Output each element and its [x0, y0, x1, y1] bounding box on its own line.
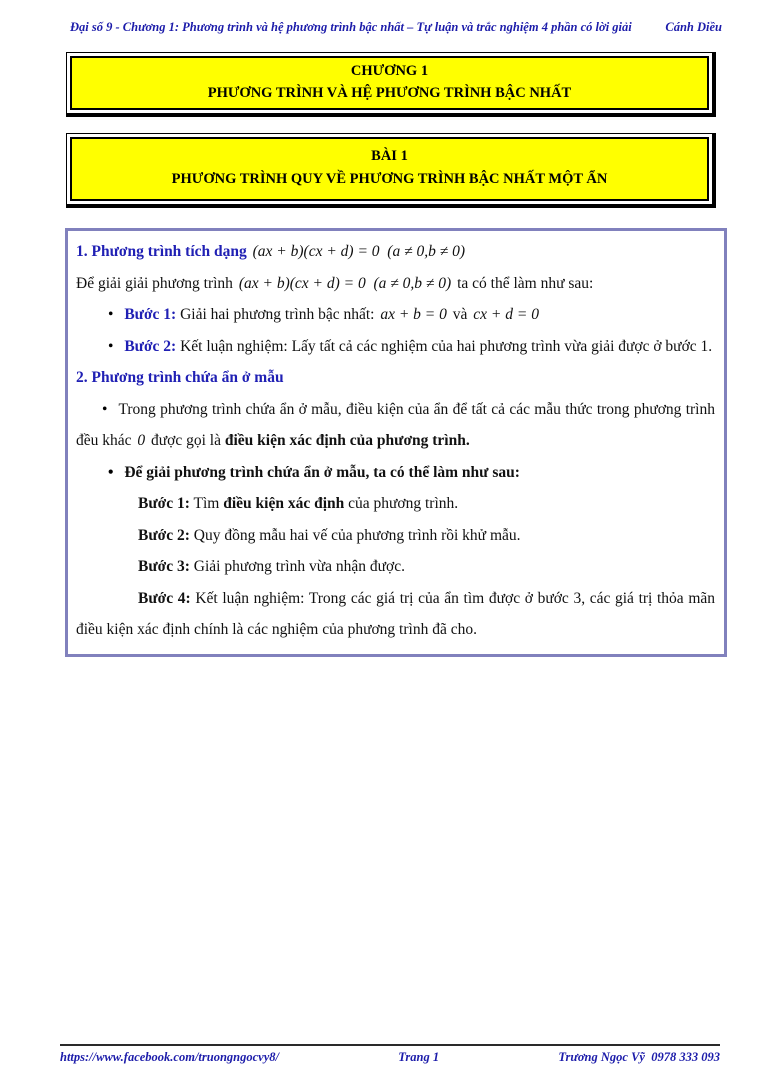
section2-note-mid: được gọi là	[151, 432, 221, 449]
page-footer	[60, 1044, 720, 1065]
chapter-title-box	[66, 52, 716, 117]
section1-step1-label: Bước 1:	[124, 306, 177, 323]
section2-step4-label: Bước 4:	[138, 589, 191, 607]
section2-step4	[76, 583, 715, 646]
section1-step2-text: Kết luận nghiệm: Lấy tất cả các nghiệm của hai phương trình vừa giải được ở bước 1.	[180, 337, 713, 355]
bullet-icon: •	[108, 306, 114, 323]
section2-step2	[76, 520, 715, 552]
section1-step1-conjunction: và	[452, 306, 468, 323]
lesson-title-inner	[70, 137, 709, 201]
section2-step4-text: Kết luận nghiệm: Trong các giá trị của ẩn tìm được ở bước 3, các giá trị thỏa mãn điều kiện xác định chính là các nghiệm của phương trình đã cho.	[76, 589, 716, 638]
section1-heading-formula: (ax + b)(cx + d) = 0 (a ≠ 0,b ≠ 0)	[252, 243, 466, 260]
chapter-number: CHƯƠNG 1	[350, 63, 429, 79]
section1-step2	[76, 331, 715, 363]
section1-intro	[76, 268, 715, 300]
lesson-title-box	[66, 133, 716, 208]
section2-definition-note	[76, 394, 715, 457]
bullet-icon: •	[108, 463, 114, 481]
section2-heading	[76, 362, 715, 394]
section2-note-bold: điều kiện xác định của phương trình.	[224, 432, 470, 449]
section2-note-pre: Trong phương trình chứa ẩn ở mẫu, điều kiện của ẩn để tất cả các mẫu thức trong phương trình đều khác	[76, 400, 715, 449]
section2-method-intro	[76, 457, 715, 489]
section2-step2-text: Quy đồng mẫu hai vế của phương trình rồi khử mẫu.	[193, 526, 521, 544]
chapter-title-inner	[70, 56, 709, 110]
chapter-title: PHƯƠNG TRÌNH VÀ HỆ PHƯƠNG TRÌNH BẬC NHẤT	[207, 85, 572, 101]
section2-step1-post: của phương trình.	[348, 495, 459, 512]
section2-step2-label: Bước 2:	[138, 526, 190, 544]
section1-step1	[76, 299, 715, 331]
section2-step1-label: Bước 1:	[138, 495, 190, 512]
theory-content-box	[65, 228, 727, 657]
section1-step1-formula2: cx + d = 0	[473, 306, 539, 323]
section1-intro-formula: (ax + b)(cx + d) = 0 (a ≠ 0,b ≠ 0)	[238, 274, 452, 292]
section2-note-number: 0	[137, 432, 146, 449]
section2-step3-text: Giải phương trình vừa nhận được.	[193, 558, 405, 575]
section1-heading	[76, 236, 715, 268]
section1-step2-label: Bước 2:	[124, 337, 177, 355]
section2-step3	[76, 551, 715, 583]
section1-intro-pre: Để giải giải phương trình	[76, 274, 233, 292]
bullet-icon: •	[108, 337, 114, 355]
section2-step1-pre: Tìm	[193, 495, 220, 512]
section2-step1-bold: điều kiện xác định	[223, 495, 345, 512]
section1-heading-label: 1. Phương trình tích dạng	[76, 243, 247, 260]
header-edition: Cánh Diều	[665, 20, 722, 34]
page-header	[70, 20, 722, 35]
footer-author-phone: Trương Ngọc Vỹ 0978 333 093	[558, 1050, 720, 1064]
section1-step1-text: Giải hai phương trình bậc nhất:	[180, 306, 375, 323]
section2-step1	[76, 488, 715, 520]
lesson-number: BÀI 1	[371, 148, 408, 164]
header-title: Đại số 9 - Chương 1: Phương trình và hệ phương trình bậc nhất – Tự luận và trắc nghiệm 4 phần có lời giải	[70, 20, 632, 34]
footer-facebook-link[interactable]: https://www.facebook.com/truongngocvy8/	[60, 1050, 279, 1064]
page-number: Trang 1	[398, 1050, 440, 1064]
section2-method-intro-text: Để giải phương trình chứa ẩn ở mẫu, ta có thể làm như sau:	[124, 463, 520, 481]
section1-intro-post: ta có thể làm như sau:	[457, 274, 594, 292]
lesson-title: PHƯƠNG TRÌNH QUY VỀ PHƯƠNG TRÌNH BẬC NHẤT MỘT ẨN	[171, 171, 608, 187]
section2-heading-label: 2. Phương trình chứa ẩn ở mẫu	[76, 369, 284, 386]
section2-step3-label: Bước 3:	[138, 558, 190, 575]
section1-step1-formula1: ax + b = 0	[380, 306, 447, 323]
bullet-icon: •	[102, 400, 108, 418]
